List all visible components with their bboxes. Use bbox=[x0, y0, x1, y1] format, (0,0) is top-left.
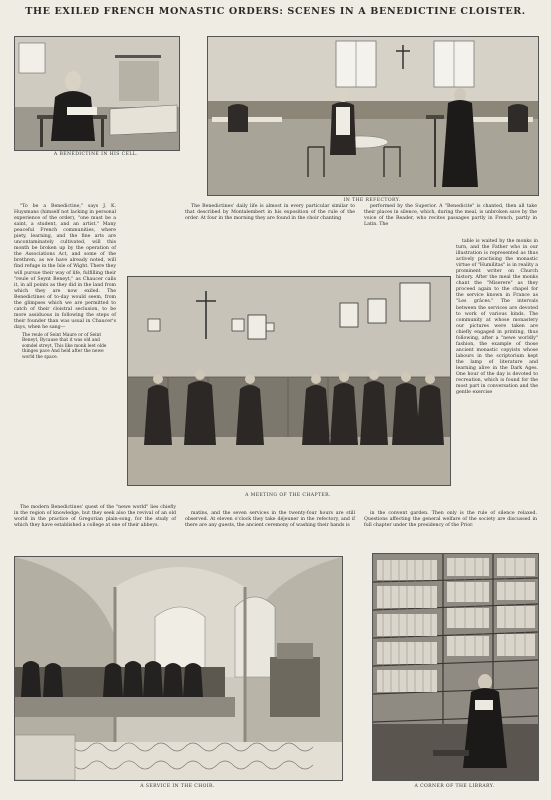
article-column-middle-top bbox=[185, 204, 355, 236]
photo-library bbox=[372, 553, 539, 781]
article-verse: The reule of Seint Maure or of Seint Beneyt, Bycause that it was old and somdel streyt, This like monk leet olde thinges pace And held after the newe world the space. bbox=[22, 332, 107, 360]
photo-chapter-meeting bbox=[127, 276, 451, 486]
caption-choir: A SERVICE IN THE CHOIR. bbox=[140, 784, 215, 789]
caption-chapter: A MEETING OF THE CHAPTER. bbox=[245, 493, 331, 498]
page-title: THE EXILED FRENCH MONASTIC ORDERS: SCENES IN A BENEDICTINE CLOISTER. bbox=[25, 6, 526, 17]
article-column-right-bottom bbox=[364, 511, 537, 543]
photo-refectory bbox=[207, 36, 539, 196]
photo-benedictine-cell bbox=[14, 36, 180, 151]
article-paragraph-1: "To be a Benedictine," says J. K. Huysmans (himself not lacking in personal experience of the order), "one must be a saint, a student, and an artist." Many peaceful French communities, where piety, learning, and the fine arts are uncontaminately cultivated, will this month be broken up by the operation of the Associations Act, and some of the brethren, as we have already noted, will find refuge in the Isle of Wight. There they will pursue their way of life, fulfilling their "reule of Seynt Beneyt," as Chaucer calls it, in all points as they did in the land from which they are now exiled. The Benedictines of to-day would seem, from the glimpses which we are permitted to catch of their cloistral seclusion, to be more assiduous in following the steps of their founder than was usual in Chaucer's days, when he sang— bbox=[14, 204, 116, 330]
article-paragraph-5: table is waited by the monks in turn, and the Father who in our illustration is represented as thus actively practising the monastic virtue of "Humilitas" is in reality a prominent writer on Church history. After the meal the monks chant the "Miserere" as they proceed again to the chapel for the service known in France as "Les grâces." The intervals between the services are devoted to work of various kinds. The community at whose monastery our pictures were taken are chiefly engaged in printing, thus following, after a "newe worldly" fashion, the example of those ancient monastic copyists whose labours in the scriptorium kept the lamp of literature and learning alive in the Dark Ages. One hour of the day is devoted to recreation, which is found for the most part in conversation and the gentle exercise bbox=[456, 239, 538, 396]
article-paragraph-7: in the convent garden. Then only is the rule of silence relaxed. Questions affecting the general welfare of the society are discussed in full chapter under the presidency of the Prior. bbox=[364, 511, 537, 529]
photo-choir-service bbox=[14, 556, 343, 781]
article-column-left bbox=[14, 204, 116, 500]
article-column-left-bottom bbox=[14, 505, 176, 541]
article-paragraph-3: The Benedictines' daily life is almost in every particular similar to that described by Montalembert in his exposition of the rule of the order. At four in the morning they are found in the choir chanting bbox=[185, 204, 355, 222]
article-column-right-top bbox=[364, 204, 537, 236]
caption-refectory: IN THE REFECTORY. bbox=[343, 198, 401, 203]
article-column-right-side bbox=[456, 239, 538, 509]
article-paragraph-4: performed by the Superior. A "Benedicite" is chanted, then all take their places in silence, which, during the meal, is unbroken save by the voice of the Reader, who recites passages partly in French, partly in Latin. The bbox=[364, 204, 537, 228]
caption-library: A CORNER OF THE LIBRARY. bbox=[414, 784, 495, 789]
caption-cell: A BENEDICTINE IN HIS CELL. bbox=[53, 152, 139, 157]
article-paragraph-6: matins, and the seven services in the twenty-four hours are still observed. At eleven o'clock they take déjeuner in the refectory, and if there are any guests, the ancient ceremony of washing their hands is bbox=[185, 511, 355, 529]
article-paragraph-2: The modern Benedictines' quest of the "newe world" lies chiefly in the region of knowledge, but they seek also the revival of an old world in the practice of Gregorian plain-song, for the study of which they have established a college at one of their abbeys. bbox=[14, 505, 176, 529]
article-column-middle-bottom bbox=[185, 511, 355, 543]
